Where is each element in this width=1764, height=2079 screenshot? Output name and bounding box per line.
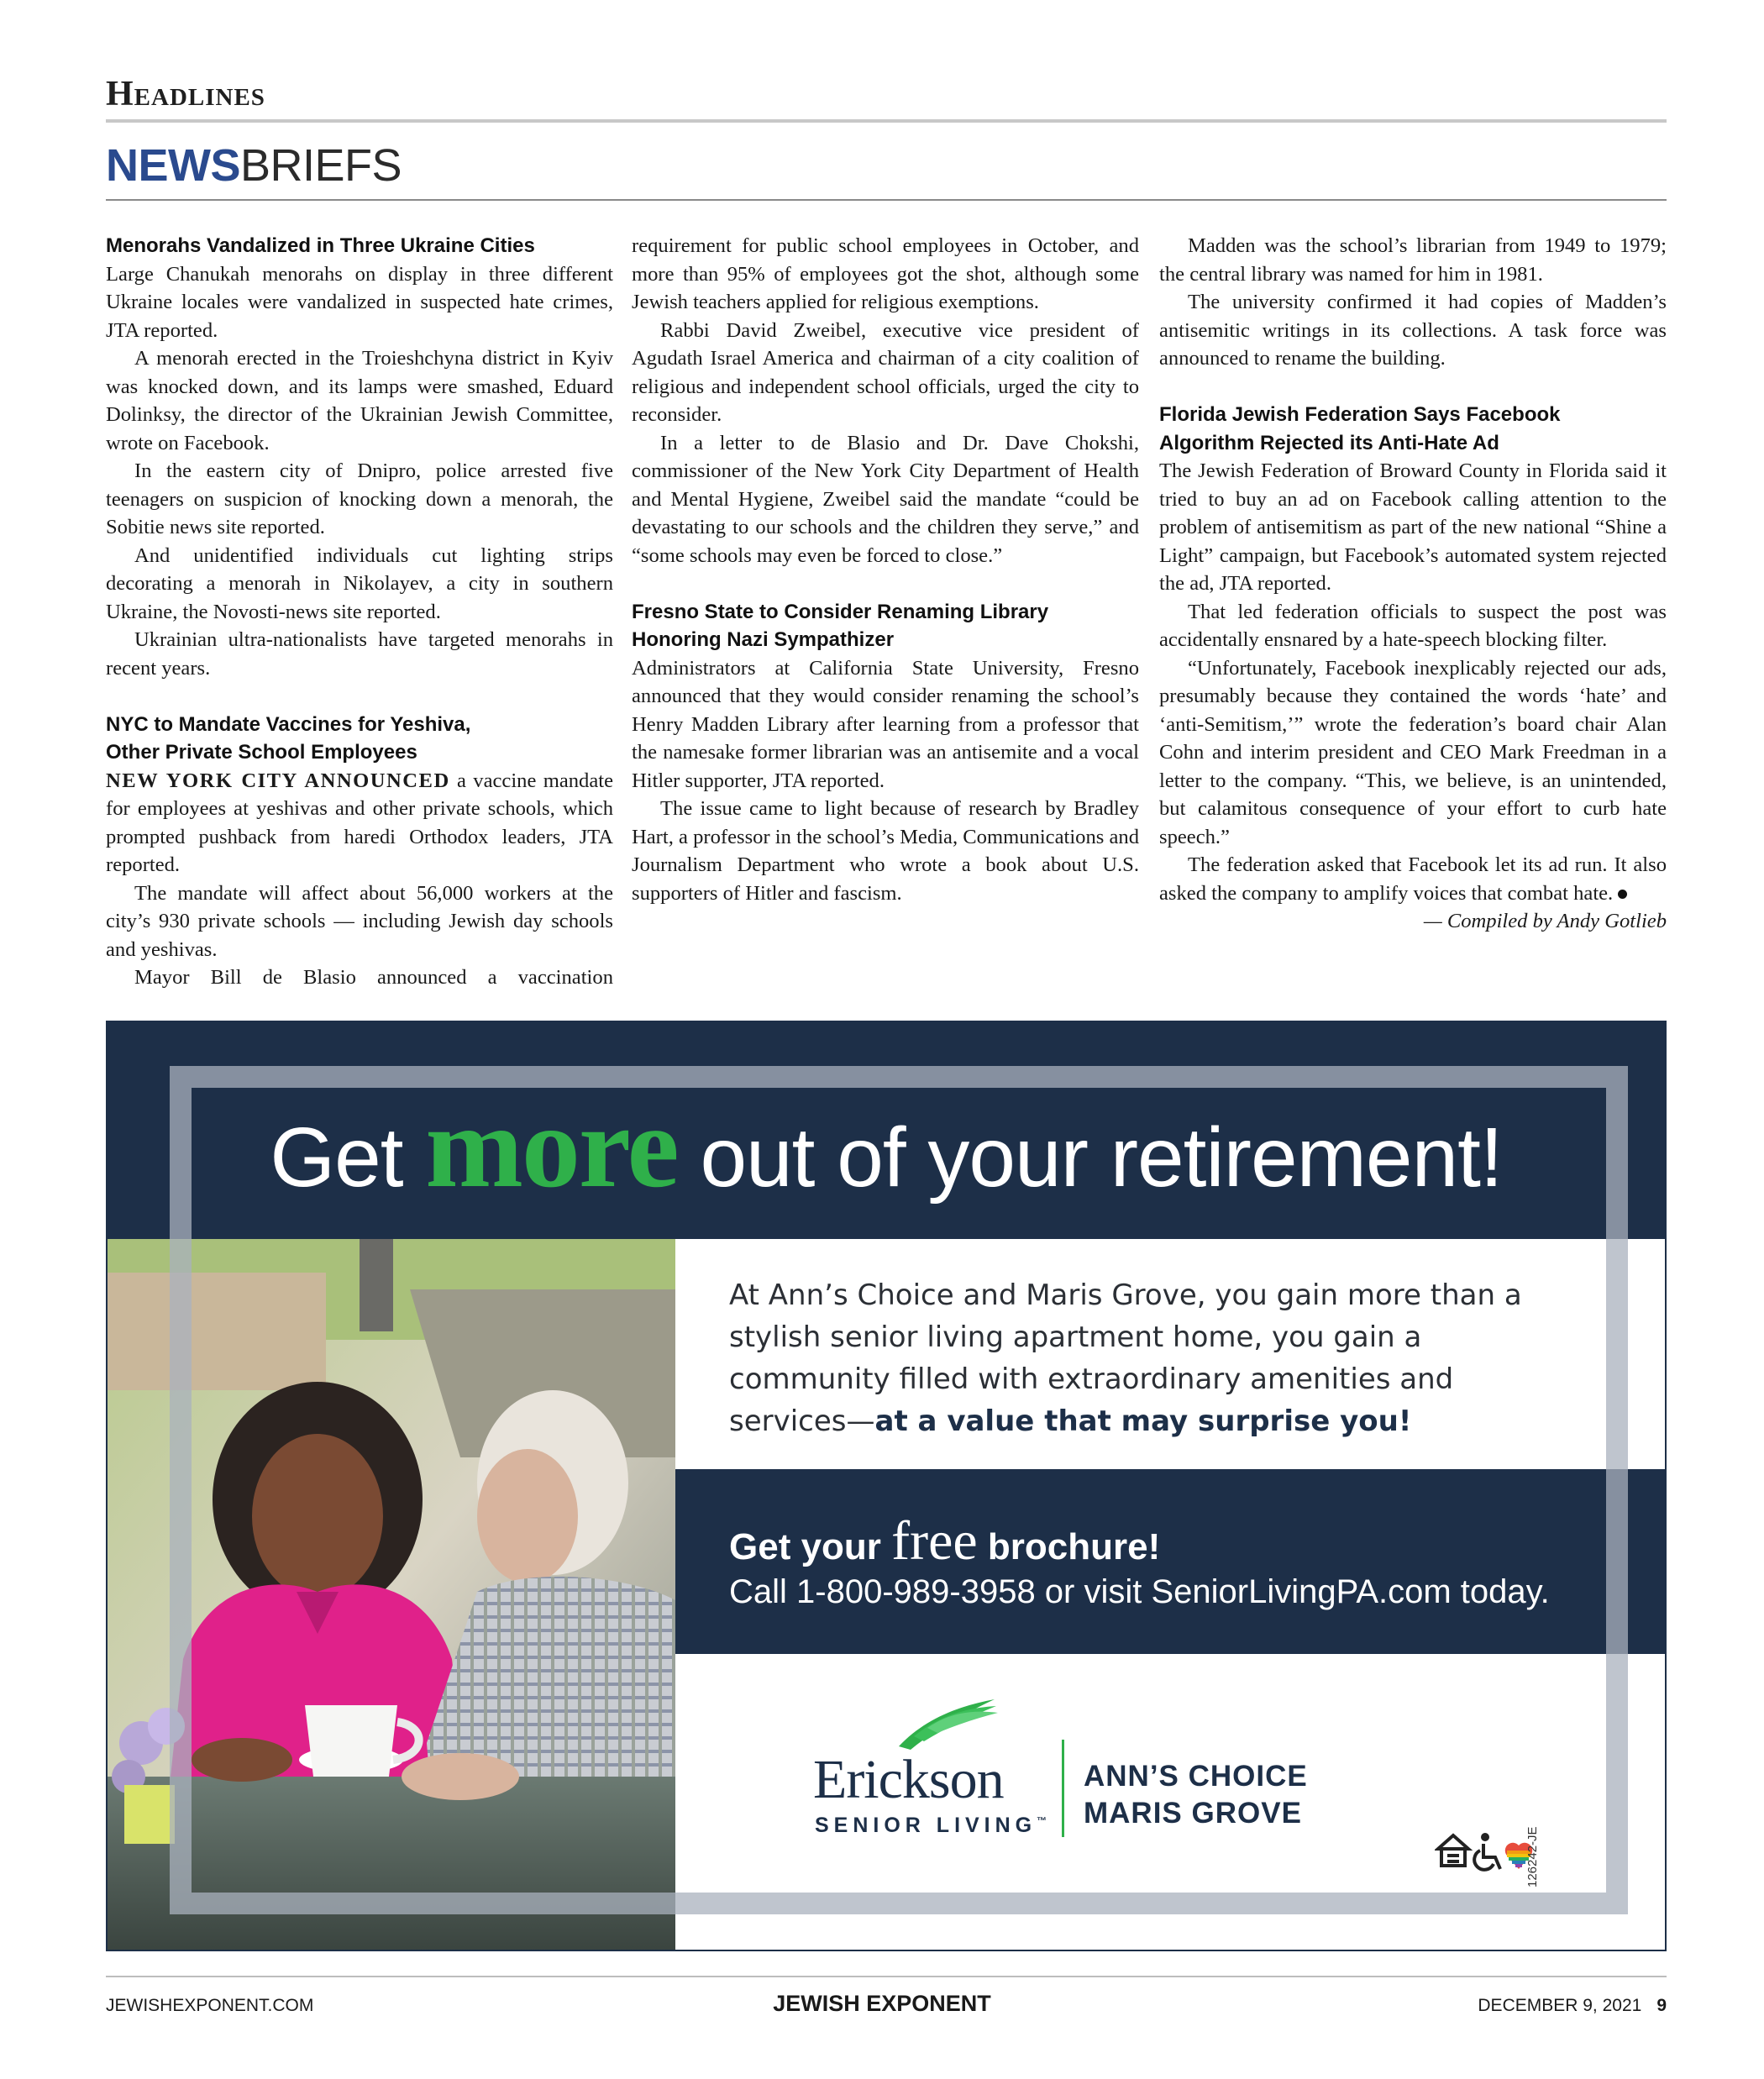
cta-pre: Get your [729, 1526, 892, 1567]
article-paragraph: Administrators at California State University, Fresno announced that they would consider renaming the school’s Henry Madden Library after learning from a professor that the namesake former librarian was an antisemite and a vocal Hitler supporter, JTA reported. [632, 656, 1139, 792]
newsbriefs-banner [106, 140, 402, 191]
title-line: Honoring Nazi Sympathizer [632, 628, 895, 651]
retirement-ad[interactable] [106, 1021, 1667, 1951]
page-number: 9 [1656, 1996, 1667, 2015]
banner-rule [106, 199, 1667, 201]
footer-date: DECEMBER 9, 2021 [1478, 1996, 1642, 2015]
cta-post: brochure! [977, 1526, 1161, 1567]
article-title [106, 711, 613, 767]
article-paragraph: Rabbi David Zweibel, executive vice president of Agudath Israel America and chairman of a city coalition of religious and independent school officials, urged the city to reconsider. [632, 318, 1139, 426]
column-1 [106, 232, 613, 992]
brand-sub-text: SENIOR LIVING [815, 1814, 1037, 1837]
article-paragraph: requirement for public school employees in October, and more than 95% of employees got the shot, although some Jewish teachers applied for religious exemptions. [632, 234, 1139, 313]
article-paragraph: “Unfortunately, Facebook inexplicably rejected our ads, presumably because they contained the words ‘hate’ and ‘anti-Semitism,’” wrote the federation’s board chair Alan Cohn and interim president and CEO Mark Freedman in a letter to the company. “This, we believe, is an unintended, but calamitous consequence of your effort to curb hate speech.” [1159, 656, 1667, 848]
title-line: Algorithm Rejected its Anti-Hate Ad [1159, 431, 1499, 454]
column-3 [1159, 232, 1667, 936]
equal-housing-icon [1438, 1835, 1468, 1866]
footer-date-page [1478, 1996, 1667, 2016]
article-paragraph: Madden was the school’s librarian from 1949 to 1979; the central library was named for him in 1981. [1159, 234, 1667, 286]
section-label: Headlines [106, 75, 265, 113]
article-paragraph: Mayor Bill de Blasio announced a vaccination [134, 966, 613, 989]
article-paragraph: In the eastern city of Dnipro, police arrested five teenagers on suspicion of knocking down a menorah, the Sobitie news site reported. [106, 459, 613, 538]
trademark: ™ [1037, 1814, 1047, 1827]
column-2 [632, 232, 1139, 907]
header-rule [106, 119, 1667, 123]
footer-masthead: JEWISH EXPONENT [773, 1991, 991, 2016]
headline-post: out of your retirement! [677, 1110, 1503, 1205]
ad-photo [108, 1239, 675, 1951]
logo-divider [1062, 1740, 1064, 1837]
article-paragraph: Large Chanukah menorahs on display in three different Ukraine locales were vandalized in suspected hate crimes, JTA reported. [106, 262, 613, 342]
campus-name: ANN’S CHOICE [1084, 1760, 1308, 1793]
article-paragraph: And unidentified individuals cut lighting strips decorating a menorah in Nikolayev, a city in southern Ukraine, the Novosti-news site reported. [106, 543, 613, 623]
erickson-logo[interactable] [813, 1694, 1418, 1837]
article-paragraph: A menorah erected in the Troieshchyna district in Kyiv was knocked down, and its lamps were smashed, Eduard Dolinksy, the director of the Ukrainian Jewish Committee, wrote on Facebook. [106, 347, 613, 454]
brand-subtitle [815, 1814, 1047, 1838]
end-mark-icon [1618, 890, 1627, 899]
ad-body: At Ann’s Choice and Maris Grove, you gain more than a stylish senior living apartment home, you gain a community filled with extraordinary amenities and services— [729, 1278, 1522, 1438]
last-paragraph-text: The federation asked that Facebook let its ad run. It also asked the company to amplify voices that combat hate. [1159, 853, 1667, 905]
campus-name: MARIS GROVE [1084, 1797, 1302, 1830]
brand-name: Erickson [813, 1749, 1004, 1810]
article-paragraph: The university confirmed it had copies of Madden’s antisemitic writings in its collections. A task force was announced to rename the building. [1159, 291, 1667, 370]
article-title: Menorahs Vandalized in Three Ukraine Cities [106, 234, 535, 257]
credit-line: — Compiled by Andy Gotlieb [1423, 910, 1667, 932]
article-title [632, 598, 1139, 654]
banner-light: BRIEFS [240, 140, 402, 191]
title-line: Other Private School Employees [106, 741, 417, 764]
compliance-badges [1435, 1829, 1536, 1879]
cta-heading [729, 1509, 1160, 1573]
article-paragraph: In a letter to de Blasio and Dr. Dave Chokshi, commissioner of the New York City Department of Health and Mental Hygiene, Zweibel said the mandate “could be devastating to our schools and the children they serve,” and “some schools may even be forced to close.” [632, 431, 1139, 567]
title-line: Fresno State to Consider Renaming Library [632, 600, 1049, 623]
article-paragraph: The issue came to light because of research by Bradley Hart, a professor in the school’s Media, Communications and Journalism Department who wrote a book about U.S. supporters of Hitler and fascism. [632, 797, 1139, 905]
article-paragraph: That led federation officials to suspect the post was accidentally ensnared by a hate-speech blocking filter. [1159, 600, 1667, 651]
ad-headline [108, 1079, 1665, 1215]
headline-more: more [425, 1082, 678, 1212]
article-paragraph [106, 767, 613, 879]
headline-pre: Get [270, 1110, 426, 1205]
footer-rule [106, 1976, 1667, 1977]
cta-contact[interactable]: Call 1-800-989-3958 or visit SeniorLivingPA.com today. [729, 1573, 1550, 1610]
accessibility-icon [1474, 1833, 1500, 1870]
ad-body-copy [729, 1274, 1578, 1442]
article-paragraph: The mandate will affect about 56,000 workers at the city’s 930 private schools — including Jewish day schools and yeshivas. [106, 881, 613, 961]
article-lead: NEW YORK CITY ANNOUNCED [106, 769, 450, 792]
article-paragraph: Ukrainian ultra-nationalists have targeted menorahs in recent years. [106, 628, 613, 680]
title-line: NYC to Mandate Vaccines for Yeshiva, [106, 712, 471, 736]
footer-site[interactable]: JEWISHEXPONENT.COM [106, 1996, 314, 2015]
title-line: Florida Jewish Federation Says Facebook [1159, 403, 1561, 426]
leaf-logo-icon [890, 1694, 1000, 1753]
ad-code: 126242-JE [1525, 1826, 1540, 1887]
brochure-cta[interactable] [675, 1469, 1667, 1654]
ad-body-emphasis: at a value that may surprise you! [874, 1404, 1412, 1438]
banner-bold: NEWS [106, 140, 240, 191]
cta-free: free [891, 1510, 978, 1572]
article-paragraph [1159, 851, 1667, 907]
article-paragraph: The Jewish Federation of Broward County in Florida said it tried to buy an ad on Facebook calling attention to the problem of antisemitism as part of the new national “Shine a Light” campaign, but Facebook’s automated system rejected the ad, JTA reported. [1159, 459, 1667, 595]
article-title [1159, 401, 1667, 457]
lead-rest: a vaccine mandate for employees at yeshivas and other private schools, which prompted pushback from haredi Orthodox leaders, JTA reported. [106, 769, 613, 876]
